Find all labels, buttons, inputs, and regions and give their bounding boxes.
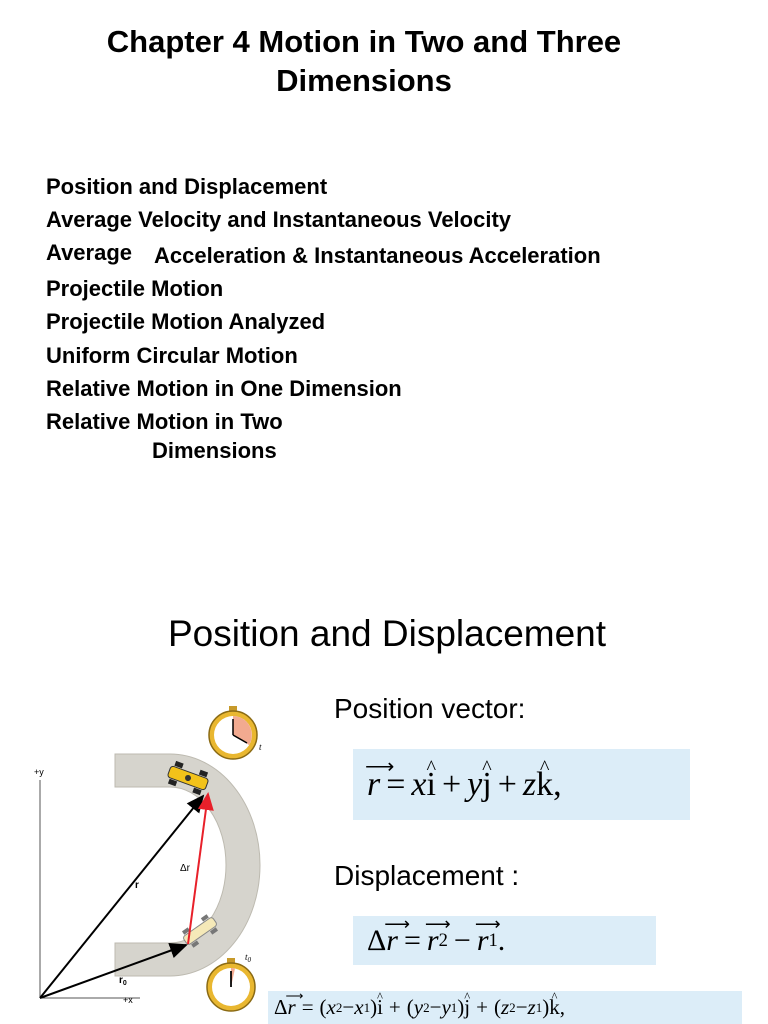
topic-item: Relative Motion in One Dimension xyxy=(46,376,402,401)
title-line-2: Dimensions xyxy=(276,63,452,98)
topic-item: Projectile Motion xyxy=(46,276,224,301)
position-vector-equation: ⟶ r = x ^ i + y ^ j + z ^ k , xyxy=(353,749,690,820)
topic-item: Average Velocity and Instantaneous Velocity xyxy=(46,207,512,232)
topic-item: Position and Displacement xyxy=(46,174,328,199)
slide-title: Position and Displacement xyxy=(167,613,607,654)
displacement-equation: Δ ⟶ r = ⟶ r 2 − ⟶ r 1 . xyxy=(353,916,656,965)
t-label: t xyxy=(259,742,262,752)
topic-item: Average xyxy=(46,240,133,265)
topic-item: Relative Motion in Two xyxy=(46,409,283,434)
displacement-label: Displacement : xyxy=(334,860,520,891)
slide-position-displacement xyxy=(0,560,768,1024)
track-diagram xyxy=(20,698,290,1024)
x-axis-label: +x xyxy=(123,995,133,1005)
topic-item: Acceleration & Instantaneous Acceleration xyxy=(154,243,601,268)
y-axis-label: +y xyxy=(34,767,44,777)
displacement-components-equation: Δ ⟶ r = ( x 2 − x 1 ) ^ i + ( y 2 − y 1 ) ^ j + ( z 2 − z 1 ) ^ k , xyxy=(268,991,742,1024)
r-label: r xyxy=(135,880,139,891)
title-line-1: Chapter 4 Motion in Two and Three xyxy=(106,24,622,59)
delta-r-label: Δr xyxy=(180,863,191,874)
r0-label: $r_0$ xyxy=(119,975,127,987)
t0-label: $t_0$ xyxy=(245,952,252,964)
stopwatch-t0-icon xyxy=(207,958,255,1011)
position-vector-label: Position vector: xyxy=(334,693,526,724)
topic-item: Uniform Circular Motion xyxy=(46,343,298,368)
stopwatch-t-icon xyxy=(209,706,257,759)
slide-title xyxy=(0,22,728,100)
topic-item: Projectile Motion Analyzed xyxy=(46,309,326,334)
topic-item: Dimensions xyxy=(152,438,277,463)
